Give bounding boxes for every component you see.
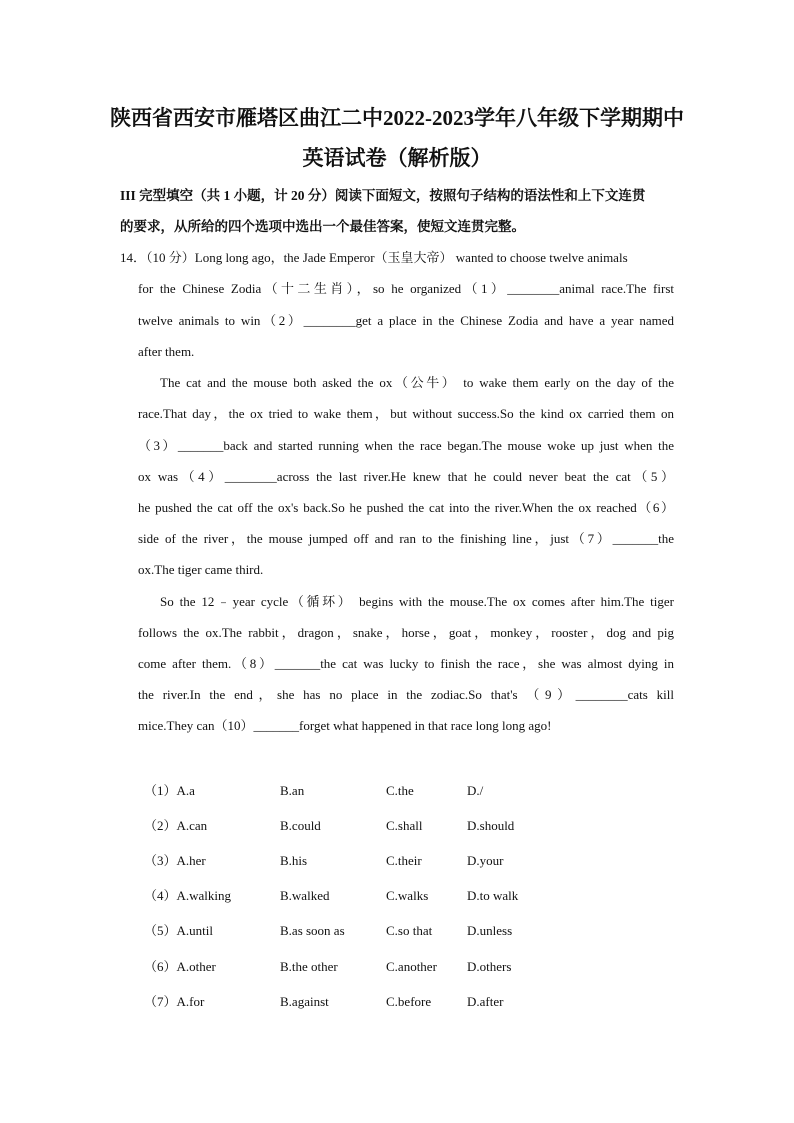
passage-line: he pushed the cat off the ox's back.So he pushed the cat into the river.When the ox reached（6） (138, 500, 674, 515)
instruction-line: 的要求，从所给的四个选项中选出一个最佳答案，使短文连贯完整。 (120, 219, 525, 234)
option-c: C.before (386, 994, 432, 1009)
option-a: （5）A.until (144, 923, 213, 938)
passage-line: the river.In the end，she has no place in the zodiac.So that's （9）________cats kill (138, 687, 674, 702)
option-b: B.as soon as (280, 923, 345, 938)
option-c: C.their (386, 853, 422, 868)
passage-line: come after them.（8）_______the cat was lucky to finish the race，she was almost dying in (138, 656, 674, 671)
passage-line: mice.They can（10）_______forget what happened in that race long long ago! (138, 718, 552, 733)
option-a: （2）A.can (144, 818, 208, 833)
instruction-line: III 完型填空（共 1 小题，计 20 分）阅读下面短文，按照句子结构的语法性和上下文连贯 (120, 188, 646, 203)
passage-line: race.That day，the ox tried to wake them，but without success.So the kind ox carried them on (138, 406, 674, 421)
passage-line: So the 12﹣year cycle（循环） begins with the mouse.The ox comes after him.The tiger (160, 594, 674, 609)
option-a: （6）A.other (144, 959, 216, 974)
option-d: D.to walk (467, 888, 519, 903)
passage-line: after them. (138, 344, 195, 359)
option-c: C.walks (386, 888, 429, 903)
page-title: 陕西省西安市雁塔区曲江二中2022-2023学年八年级下学期期中 (110, 106, 684, 130)
option-c: C.so that (386, 923, 433, 938)
passage-line: The cat and the mouse both asked the ox（公牛） to wake them early on the day of the (160, 375, 674, 390)
option-c: C.shall (386, 818, 423, 833)
option-b: B.his (280, 853, 308, 868)
option-c: C.the (386, 783, 414, 798)
option-d: D.after (467, 994, 504, 1009)
passage-line: ox was（4）________across the last river.He knew that he could never beat the cat（5） (138, 469, 674, 484)
passage-line: side of the river，the mouse jumped off and ran to the finishing line，just（7）_______the (138, 531, 674, 546)
option-b: B.against (280, 994, 329, 1009)
section-instruction (120, 180, 676, 242)
passage-line: （3）_______back and started running when the race began.The mouse woke up just when the (138, 438, 674, 453)
option-d: D./ (467, 783, 484, 798)
option-b: B.walked (280, 888, 330, 903)
page-subtitle: 英语试卷（解析版） (302, 146, 492, 170)
option-d: D.others (467, 959, 512, 974)
option-a: （3）A.her (144, 853, 206, 868)
passage-line: twelve animals to win（2）________get a place in the Chinese Zodia and have a year named (138, 313, 674, 328)
option-c: C.another (386, 959, 437, 974)
option-a: （4）A.walking (144, 888, 232, 903)
option-d: D.your (467, 853, 504, 868)
passage-line: for the Chinese Zodia（十二生肖），so he organized（1）________animal race.The first (138, 281, 674, 296)
option-b: B.could (280, 818, 321, 833)
passage-line: follows the ox.The rabbit，dragon，snake，horse，goat，monkey，rooster，dog and pig (138, 625, 674, 640)
option-d: D.should (467, 818, 515, 833)
passage-line: 14．（10 分）Long long ago，the Jade Emperor（玉皇大帝） wanted to choose twelve animals (120, 250, 628, 265)
option-b: B.the other (280, 959, 338, 974)
option-b: B.an (280, 783, 305, 798)
option-d: D.unless (467, 923, 513, 938)
passage-line: ox.The tiger came third. (138, 562, 264, 577)
option-a: （7）A.for (144, 994, 205, 1009)
option-a: （1）A.a (144, 783, 195, 798)
